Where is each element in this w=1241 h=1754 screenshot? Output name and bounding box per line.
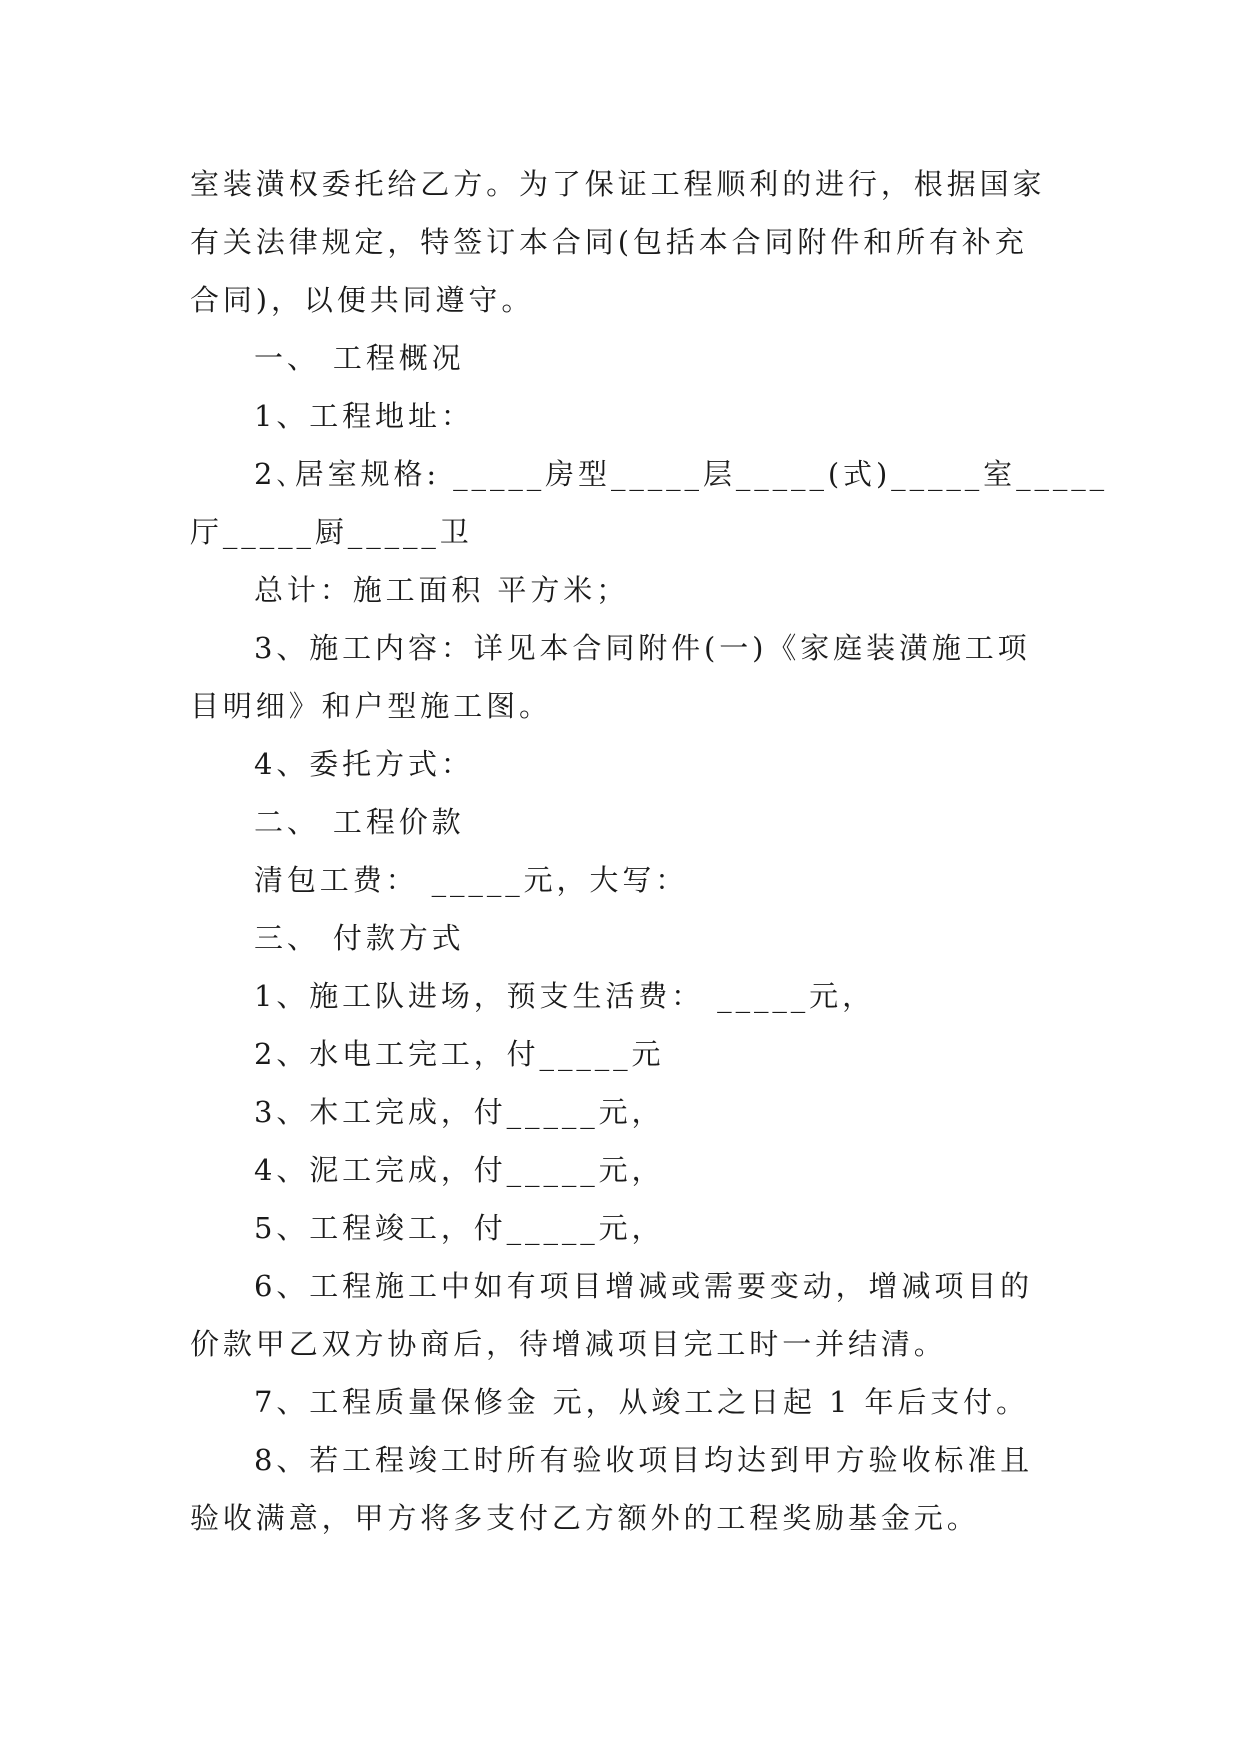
text-line: 7、工程质量保修金 元，从竣工之日起 1 年后支付。: [254, 1385, 1029, 1419]
text-line: 价款甲乙双方协商后，待增减项目完工时一并结清。: [190, 1327, 947, 1361]
text-line: 室装潢权委托给乙方。为了保证工程顺利的进行，根据国家: [190, 167, 1046, 201]
text-line: 4、泥工完成，付_____元，: [254, 1153, 665, 1187]
text-line: 6、工程施工中如有项目增减或需要变动，增减项目的: [254, 1269, 1034, 1303]
text-line: 3、施工内容：详见本合同附件(一)《家庭装潢施工项: [254, 631, 1031, 665]
text-line: 有关法律规定，特签订本合同(包括本合同附件和所有补充: [190, 225, 1028, 259]
section-heading-payment-method: 三、 付款方式: [254, 921, 465, 955]
text-line: 3、木工完成，付_____元，: [254, 1095, 665, 1129]
text-line: 验收满意，甲方将多支付乙方额外的工程奖励基金元。: [190, 1501, 980, 1535]
text-line: 4、委托方式：: [254, 747, 474, 781]
section-heading-project-overview: 一、 工程概况: [254, 341, 465, 375]
text-line: 1、施工队进场，预支生活费： _____元，: [254, 979, 875, 1013]
text-line: 总计：施工面积 平方米；: [254, 573, 630, 607]
text-line: 2､居室规格: _____房型_____层_____(式)_____室_____: [254, 457, 1109, 491]
text-line: 清包工费： _____元，大写：: [254, 863, 689, 897]
text-line: 2、水电工完工，付_____元: [254, 1037, 665, 1071]
contract-body: [190, 155, 1109, 1547]
text-line: 5、工程竣工，付_____元，: [254, 1211, 665, 1245]
text-line: 8、若工程竣工时所有验收项目均达到甲方验收标准且: [254, 1443, 1034, 1477]
text-line: 厅_____厨_____卫: [190, 515, 473, 549]
text-line: 目明细》和户型施工图。: [190, 689, 552, 723]
text-line: 1、工程地址：: [254, 399, 474, 433]
section-heading-project-price: 二、 工程价款: [254, 805, 465, 839]
text-line: 合同)，以便共同遵守。: [190, 283, 535, 317]
